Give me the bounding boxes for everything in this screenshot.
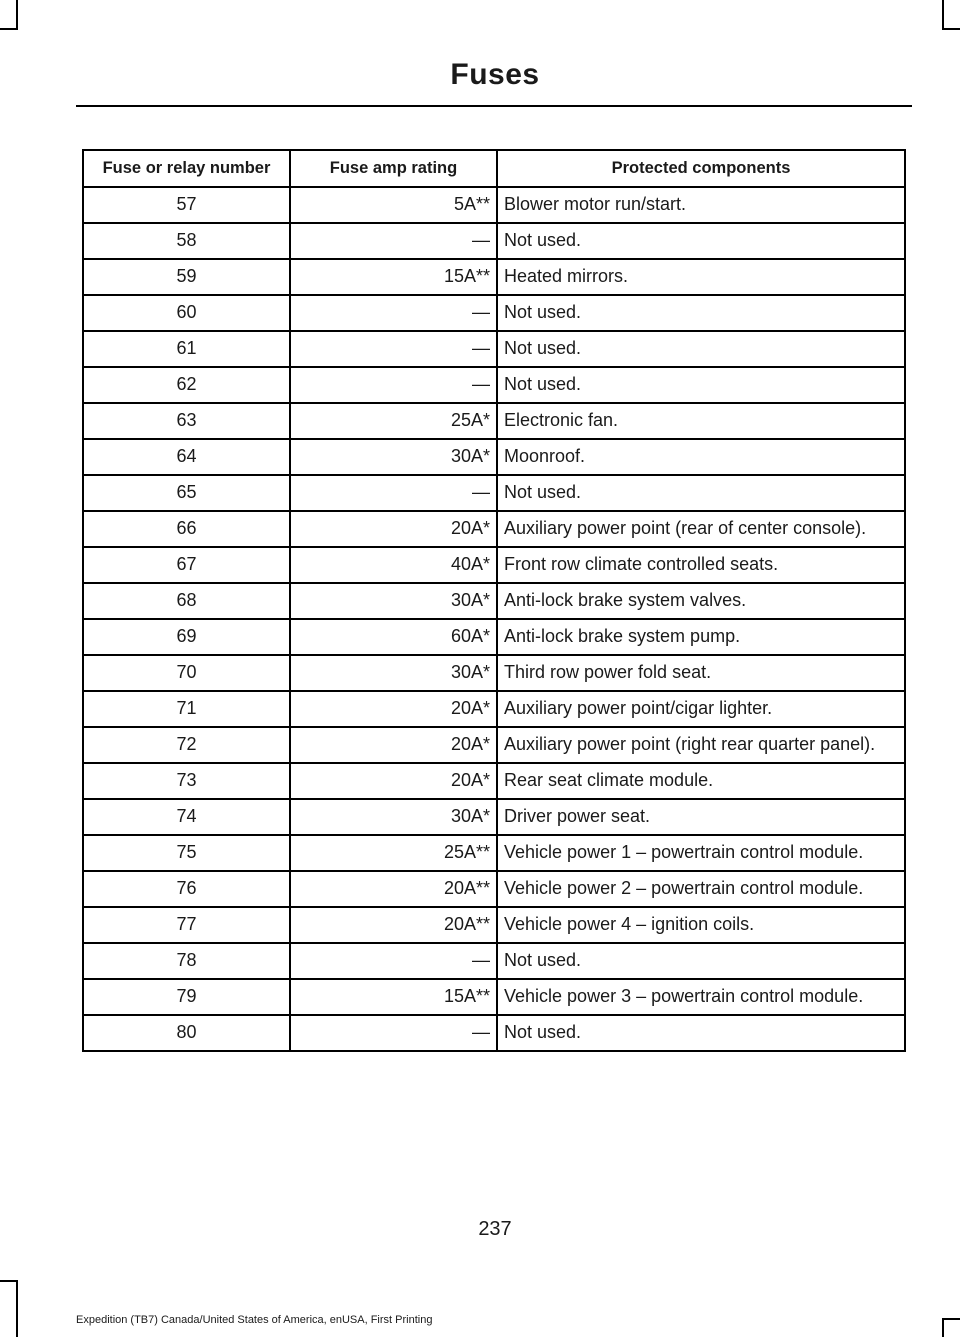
amp-rating-cell: 20A* bbox=[290, 727, 497, 763]
fuse-number-cell: 66 bbox=[83, 511, 290, 547]
protected-component-cell: Anti-lock brake system valves. bbox=[497, 583, 905, 619]
table-row bbox=[83, 475, 905, 511]
crop-mark bbox=[942, 1318, 944, 1337]
protected-component-cell: Auxiliary power point (rear of center console). bbox=[497, 511, 905, 547]
table-header-row bbox=[83, 150, 905, 187]
column-header-amp-rating: Fuse amp rating bbox=[290, 150, 497, 187]
protected-component-cell: Vehicle power 4 – ignition coils. bbox=[497, 907, 905, 943]
protected-component-cell: Rear seat climate module. bbox=[497, 763, 905, 799]
page-number: 237 bbox=[478, 1218, 512, 1240]
table-row bbox=[83, 331, 905, 367]
amp-rating-cell: 20A* bbox=[290, 763, 497, 799]
protected-component-cell: Auxiliary power point/cigar lighter. bbox=[497, 691, 905, 727]
protected-component-cell: Not used. bbox=[497, 295, 905, 331]
fuse-number-cell: 64 bbox=[83, 439, 290, 475]
fuse-number-cell: 61 bbox=[83, 331, 290, 367]
protected-component-cell: Vehicle power 2 – powertrain control module. bbox=[497, 871, 905, 907]
table-row bbox=[83, 943, 905, 979]
protected-component-cell: Not used. bbox=[497, 1015, 905, 1051]
fuse-number-cell: 77 bbox=[83, 907, 290, 943]
fuse-number-cell: 74 bbox=[83, 799, 290, 835]
amp-rating-cell: 15A** bbox=[290, 979, 497, 1015]
crop-mark bbox=[942, 1318, 960, 1320]
fuse-number-cell: 71 bbox=[83, 691, 290, 727]
fuse-number-cell: 59 bbox=[83, 259, 290, 295]
table-row bbox=[83, 403, 905, 439]
fuse-number-cell: 80 bbox=[83, 1015, 290, 1051]
crop-mark bbox=[942, 28, 960, 30]
table-row bbox=[83, 799, 905, 835]
amp-rating-cell: 15A** bbox=[290, 259, 497, 295]
table-row bbox=[83, 583, 905, 619]
amp-rating-cell: 25A** bbox=[290, 835, 497, 871]
amp-rating-cell: — bbox=[290, 223, 497, 259]
table-row bbox=[83, 511, 905, 547]
protected-component-cell: Not used. bbox=[497, 943, 905, 979]
fuse-number-cell: 65 bbox=[83, 475, 290, 511]
fuse-number-cell: 72 bbox=[83, 727, 290, 763]
protected-component-cell: Front row climate controlled seats. bbox=[497, 547, 905, 583]
amp-rating-cell: — bbox=[290, 1015, 497, 1051]
amp-rating-cell: — bbox=[290, 943, 497, 979]
table-row bbox=[83, 295, 905, 331]
crop-mark bbox=[16, 1280, 18, 1337]
table-row bbox=[83, 871, 905, 907]
protected-component-cell: Third row power fold seat. bbox=[497, 655, 905, 691]
table-row bbox=[83, 691, 905, 727]
table-row bbox=[83, 979, 905, 1015]
amp-rating-cell: — bbox=[290, 331, 497, 367]
footer-edition-text: Expedition (TB7) Canada/United States of America, enUSA, First Printing bbox=[76, 1314, 433, 1326]
fuse-number-cell: 69 bbox=[83, 619, 290, 655]
amp-rating-cell: — bbox=[290, 367, 497, 403]
amp-rating-cell: — bbox=[290, 295, 497, 331]
crop-mark bbox=[942, 0, 944, 30]
fuse-number-cell: 78 bbox=[83, 943, 290, 979]
fuse-number-cell: 63 bbox=[83, 403, 290, 439]
amp-rating-cell: 20A* bbox=[290, 691, 497, 727]
protected-component-cell: Not used. bbox=[497, 331, 905, 367]
protected-component-cell: Not used. bbox=[497, 367, 905, 403]
table-row bbox=[83, 223, 905, 259]
table-row bbox=[83, 619, 905, 655]
table-row bbox=[83, 547, 905, 583]
crop-mark bbox=[0, 1280, 18, 1282]
protected-component-cell: Driver power seat. bbox=[497, 799, 905, 835]
amp-rating-cell: 5A** bbox=[290, 187, 497, 223]
fuse-number-cell: 57 bbox=[83, 187, 290, 223]
amp-rating-cell: 40A* bbox=[290, 547, 497, 583]
protected-component-cell: Heated mirrors. bbox=[497, 259, 905, 295]
fuse-number-cell: 58 bbox=[83, 223, 290, 259]
fuse-number-cell: 60 bbox=[83, 295, 290, 331]
title-divider bbox=[76, 105, 912, 107]
amp-rating-cell: 20A* bbox=[290, 511, 497, 547]
amp-rating-cell: 30A* bbox=[290, 439, 497, 475]
fuse-number-cell: 73 bbox=[83, 763, 290, 799]
amp-rating-cell: 30A* bbox=[290, 799, 497, 835]
protected-component-cell: Moonroof. bbox=[497, 439, 905, 475]
table-row bbox=[83, 187, 905, 223]
protected-component-cell: Not used. bbox=[497, 475, 905, 511]
fuse-table bbox=[82, 149, 906, 1052]
fuse-number-cell: 62 bbox=[83, 367, 290, 403]
amp-rating-cell: 30A* bbox=[290, 655, 497, 691]
fuse-number-cell: 68 bbox=[83, 583, 290, 619]
protected-component-cell: Electronic fan. bbox=[497, 403, 905, 439]
fuse-number-cell: 75 bbox=[83, 835, 290, 871]
amp-rating-cell: 30A* bbox=[290, 583, 497, 619]
amp-rating-cell: 25A* bbox=[290, 403, 497, 439]
table-row bbox=[83, 835, 905, 871]
table-row bbox=[83, 1015, 905, 1051]
protected-component-cell: Vehicle power 3 – powertrain control module. bbox=[497, 979, 905, 1015]
protected-component-cell: Blower motor run/start. bbox=[497, 187, 905, 223]
table-row bbox=[83, 367, 905, 403]
amp-rating-cell: 60A* bbox=[290, 619, 497, 655]
fuse-number-cell: 70 bbox=[83, 655, 290, 691]
crop-mark bbox=[16, 0, 18, 30]
protected-component-cell: Auxiliary power point (right rear quarter panel). bbox=[497, 727, 905, 763]
protected-component-cell: Anti-lock brake system pump. bbox=[497, 619, 905, 655]
crop-mark bbox=[0, 28, 18, 30]
table-row bbox=[83, 907, 905, 943]
amp-rating-cell: 20A** bbox=[290, 907, 497, 943]
page-title: Fuses bbox=[450, 58, 540, 91]
column-header-fuse-number: Fuse or relay number bbox=[83, 150, 290, 187]
fuse-number-cell: 67 bbox=[83, 547, 290, 583]
table-row bbox=[83, 727, 905, 763]
amp-rating-cell: 20A** bbox=[290, 871, 497, 907]
table-row bbox=[83, 763, 905, 799]
column-header-protected-components: Protected components bbox=[497, 150, 905, 187]
protected-component-cell: Vehicle power 1 – powertrain control module. bbox=[497, 835, 905, 871]
protected-component-cell: Not used. bbox=[497, 223, 905, 259]
table-row bbox=[83, 259, 905, 295]
amp-rating-cell: — bbox=[290, 475, 497, 511]
table-row bbox=[83, 439, 905, 475]
fuse-number-cell: 76 bbox=[83, 871, 290, 907]
table-row bbox=[83, 655, 905, 691]
fuse-number-cell: 79 bbox=[83, 979, 290, 1015]
